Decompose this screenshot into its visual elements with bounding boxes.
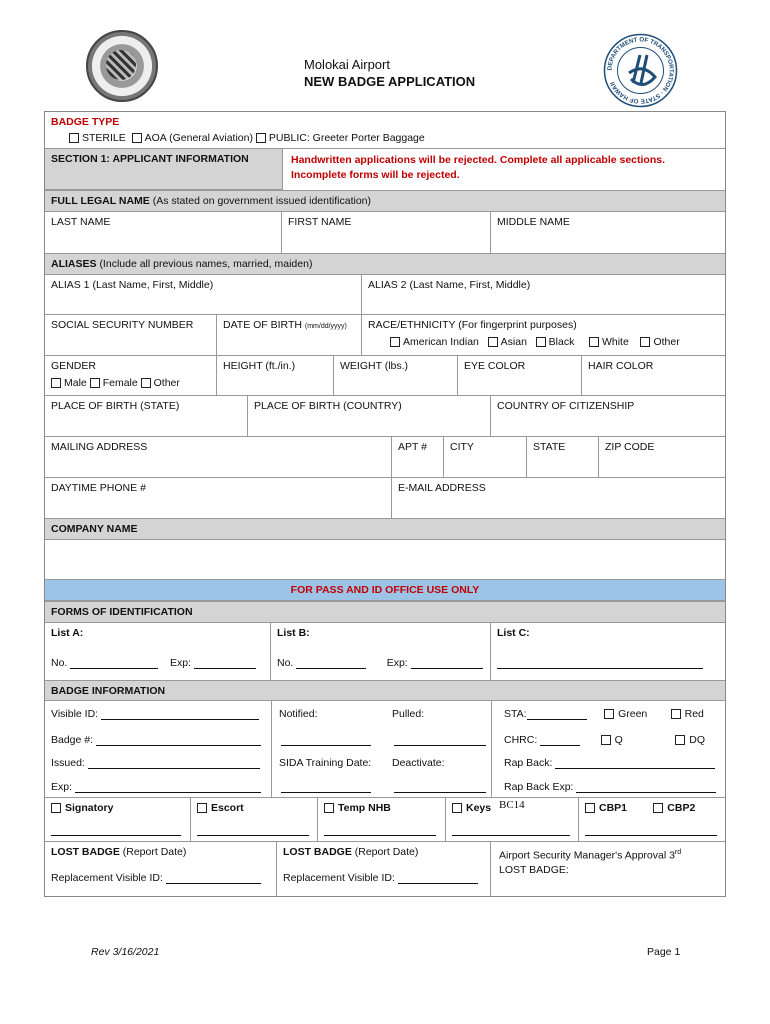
visible-id-label: Visible ID: <box>51 708 99 720</box>
badge-number-line[interactable] <box>96 734 261 746</box>
lost-badge-label-1: LOST BADGE <box>51 846 120 858</box>
last-name-field[interactable]: LAST NAME <box>45 212 282 253</box>
state-seal-logo <box>86 30 158 102</box>
list-a-no-line[interactable] <box>70 657 158 669</box>
list-c-line[interactable] <box>497 657 703 669</box>
chrc-label: CHRC: <box>504 734 538 746</box>
temp-nhb-cell <box>318 798 446 841</box>
ssn-field[interactable]: SOCIAL SECURITY NUMBER <box>45 315 217 356</box>
cbp2-label: CBP2 <box>667 802 696 814</box>
temp-nhb-line[interactable] <box>324 824 436 836</box>
sta-line[interactable] <box>527 708 587 720</box>
dq-checkbox[interactable] <box>675 735 685 745</box>
section1-title: SECTION 1: APPLICANT INFORMATION <box>45 148 283 190</box>
cbp2-checkbox[interactable] <box>653 803 663 813</box>
green-label: Green <box>618 708 648 720</box>
sterile-checkbox[interactable] <box>69 133 79 143</box>
aliases-note: (Include all previous names, married, maiden) <box>99 258 313 270</box>
notified-label: Notified: <box>279 708 318 720</box>
race-asian-label: Asian <box>500 336 527 348</box>
cbp-line[interactable] <box>585 824 717 836</box>
apt-field[interactable]: APT # <box>392 437 444 478</box>
race-asian-checkbox[interactable] <box>488 337 498 347</box>
list-b-cell <box>271 623 491 680</box>
list-a-no-label: No. <box>51 657 68 669</box>
rap-back-line[interactable] <box>555 757 715 769</box>
list-a-exp-line[interactable] <box>194 657 256 669</box>
replacement-label-1: Replacement Visible ID: <box>51 872 163 884</box>
public-checkbox[interactable] <box>256 133 266 143</box>
escort-cell <box>191 798 318 841</box>
race-other-label: Other <box>653 336 680 348</box>
badge-number-label: Badge #: <box>51 734 94 746</box>
issued-line[interactable] <box>88 757 260 769</box>
deactivate-label: Deactivate: <box>392 757 445 769</box>
signatory-label: Signatory <box>65 802 114 814</box>
svg-text:DEPARTMENT OF TRANSPORTATION ·: DEPARTMENT OF TRANSPORTATION · STATE OF HAWAII <box>606 36 675 105</box>
escort-checkbox[interactable] <box>197 803 207 813</box>
legal-name-note: (As stated on government issued identification) <box>152 195 371 207</box>
sida-label: SIDA Training Date: <box>279 757 372 769</box>
alias2-field[interactable]: ALIAS 2 (Last Name, First, Middle) <box>362 275 725 315</box>
rap-back-exp-line[interactable] <box>576 781 716 793</box>
hair-color-field[interactable]: HAIR COLOR <box>582 356 725 396</box>
gender-female-checkbox[interactable] <box>90 378 100 388</box>
sterile-label: STERILE <box>82 132 126 144</box>
aliases-label: ALIASES <box>51 258 97 270</box>
list-c-cell <box>491 623 725 680</box>
keys-line[interactable] <box>452 824 570 836</box>
list-a-exp-label: Exp: <box>169 657 191 669</box>
race-field <box>362 315 725 356</box>
rap-back-exp-label: Rap Back Exp: <box>504 781 574 793</box>
pulled-value-row <box>388 730 490 752</box>
middle-name-field[interactable]: MIDDLE NAME <box>497 216 570 228</box>
lost-badge-note-2: (Report Date) <box>354 846 419 858</box>
alias1-field[interactable]: ALIAS 1 (Last Name, First, Middle) <box>45 275 362 315</box>
gender-male-checkbox[interactable] <box>51 378 61 388</box>
race-other-checkbox[interactable] <box>640 337 650 347</box>
race-american-indian-label: American Indian <box>403 336 479 348</box>
mailing-address-field[interactable]: MAILING ADDRESS <box>45 437 392 478</box>
lost-badge-cell-1 <box>45 842 277 896</box>
gender-other-label: Other <box>153 377 180 389</box>
first-name-field[interactable]: FIRST NAME <box>282 212 491 253</box>
aliases-header <box>45 253 725 275</box>
exp-label: Exp: <box>51 781 73 793</box>
pulled-line[interactable] <box>394 734 486 746</box>
race-black-checkbox[interactable] <box>536 337 546 347</box>
keys-label: Keys <box>466 802 492 814</box>
email-field[interactable]: E-MAIL ADDRESS <box>398 482 486 494</box>
red-label: Red <box>684 708 704 720</box>
green-checkbox[interactable] <box>604 709 614 719</box>
pulled-label: Pulled: <box>392 708 425 720</box>
pob-country-field[interactable]: PLACE OF BIRTH (COUNTRY) <box>248 396 491 437</box>
badge-type-row <box>45 112 725 148</box>
cbp1-checkbox[interactable] <box>585 803 595 813</box>
replacement-line-2[interactable] <box>398 872 478 884</box>
list-a-cell <box>45 623 271 680</box>
race-white-label: White <box>601 336 629 348</box>
office-use-banner: FOR PASS AND ID OFFICE USE ONLY <box>45 579 725 601</box>
race-black-label: Black <box>548 336 575 348</box>
aoa-label: AOA (General Aviation) <box>144 132 253 144</box>
form-title: NEW BADGE APPLICATION <box>304 74 476 89</box>
manager-approval-sup: rd <box>674 849 682 856</box>
legal-name-header <box>45 190 725 212</box>
manager-approval-line2: LOST BADGE: <box>499 863 569 876</box>
replacement-line-1[interactable] <box>166 872 261 884</box>
gender-field <box>45 356 217 396</box>
list-b-exp-label: Exp: <box>386 657 408 669</box>
airport-name: Molokai Airport <box>304 57 390 72</box>
race-label: RACE/ETHNICITY (For fingerprint purposes) <box>368 319 577 331</box>
dob-format: (mm/dd/yyyy) <box>304 323 347 330</box>
escort-line[interactable] <box>197 824 309 836</box>
badge-info-header: BADGE INFORMATION <box>45 680 725 701</box>
sta-label: STA: <box>504 708 527 720</box>
handwritten-warning: Handwritten applications will be rejected. Complete all applicable sections. Incomplete forms will be rejected. <box>283 148 725 190</box>
sta-row <box>498 704 725 726</box>
list-b-no-line[interactable] <box>296 657 366 669</box>
eye-color-field[interactable]: EYE COLOR <box>458 356 582 396</box>
keys-handwritten-value: BC14 <box>499 799 525 811</box>
badge-number-row <box>45 730 271 752</box>
gender-label: GENDER <box>51 360 96 372</box>
phone-field[interactable]: DAYTIME PHONE # <box>45 478 392 518</box>
lost-badge-note-1: (Report Date) <box>122 846 187 858</box>
dob-label: DATE OF BIRTH <box>223 319 302 331</box>
issued-label: Issued: <box>51 757 85 769</box>
manager-approval-label: Airport Security Manager's Approval 3 <box>499 849 675 862</box>
sida-value-row <box>275 777 375 799</box>
dob-field[interactable] <box>217 315 362 356</box>
gender-other-checkbox[interactable] <box>141 378 151 388</box>
aoa-checkbox[interactable] <box>132 133 142 143</box>
dot-seal-logo <box>603 33 678 108</box>
list-b-label: List B: <box>277 627 310 639</box>
cbp-cell <box>579 798 725 841</box>
temp-nhb-label: Temp NHB <box>338 802 391 814</box>
company-name-input[interactable] <box>45 540 725 579</box>
race-white-checkbox[interactable] <box>589 337 599 347</box>
issued-row <box>45 753 271 775</box>
state-field[interactable]: STATE <box>527 437 599 478</box>
deactivate-line[interactable] <box>394 781 486 793</box>
signatory-cell <box>45 798 191 841</box>
rap-back-exp-row <box>498 777 725 799</box>
badge-application-form <box>44 111 726 897</box>
legal-name-label: FULL LEGAL NAME <box>51 195 150 207</box>
replacement-label-2: Replacement Visible ID: <box>283 872 395 884</box>
dq-label: DQ <box>689 734 706 746</box>
race-american-indian-checkbox[interactable] <box>390 337 400 347</box>
visible-id-line[interactable] <box>101 708 259 720</box>
notified-value-row <box>275 730 375 752</box>
height-field[interactable]: HEIGHT (ft./in.) <box>217 356 334 396</box>
list-c-label: List C: <box>497 627 530 639</box>
lost-badge-label-2: LOST BADGE <box>283 846 352 858</box>
badge-type-label: BADGE TYPE <box>51 116 120 128</box>
chrc-row <box>498 730 725 752</box>
temp-nhb-checkbox[interactable] <box>324 803 334 813</box>
sida-line[interactable] <box>281 781 371 793</box>
chrc-line[interactable] <box>540 734 580 746</box>
public-label: PUBLIC: Greeter Porter Baggage <box>268 132 425 144</box>
q-checkbox[interactable] <box>601 735 611 745</box>
citizenship-field[interactable]: COUNTRY OF CITIZENSHIP <box>491 396 725 437</box>
signatory-checkbox[interactable] <box>51 803 61 813</box>
city-field[interactable]: CITY <box>444 437 527 478</box>
keys-checkbox[interactable] <box>452 803 462 813</box>
page-number: Page 1 <box>647 946 681 958</box>
forms-id-header: FORMS OF IDENTIFICATION <box>45 601 725 623</box>
zip-field[interactable]: ZIP CODE <box>599 437 725 478</box>
company-name-header: COMPANY NAME <box>45 518 725 540</box>
list-b-exp-line[interactable] <box>411 657 483 669</box>
gender-male-label: Male <box>64 377 87 389</box>
notified-line[interactable] <box>281 734 371 746</box>
manager-approval-cell <box>491 842 725 896</box>
signatory-line[interactable] <box>51 824 181 836</box>
deactivate-value-row <box>388 777 490 799</box>
cbp1-label: CBP1 <box>599 802 628 814</box>
exp-row <box>45 777 271 799</box>
lost-badge-cell-2 <box>277 842 491 896</box>
list-a-label: List A: <box>51 627 84 639</box>
form-header <box>304 56 475 90</box>
q-label: Q <box>614 734 623 746</box>
list-b-no-label: No. <box>277 657 294 669</box>
exp-line[interactable] <box>75 781 261 793</box>
rap-back-label: Rap Back: <box>504 757 553 769</box>
pob-state-field[interactable]: PLACE OF BIRTH (STATE) <box>45 396 248 437</box>
escort-label: Escort <box>211 802 244 814</box>
visible-id-row <box>45 704 271 726</box>
red-checkbox[interactable] <box>671 709 681 719</box>
weight-field[interactable]: WEIGHT (lbs.) <box>334 356 458 396</box>
gender-female-label: Female <box>102 377 138 389</box>
rap-back-row <box>498 753 725 775</box>
revision-date: Rev 3/16/2021 <box>91 946 160 958</box>
